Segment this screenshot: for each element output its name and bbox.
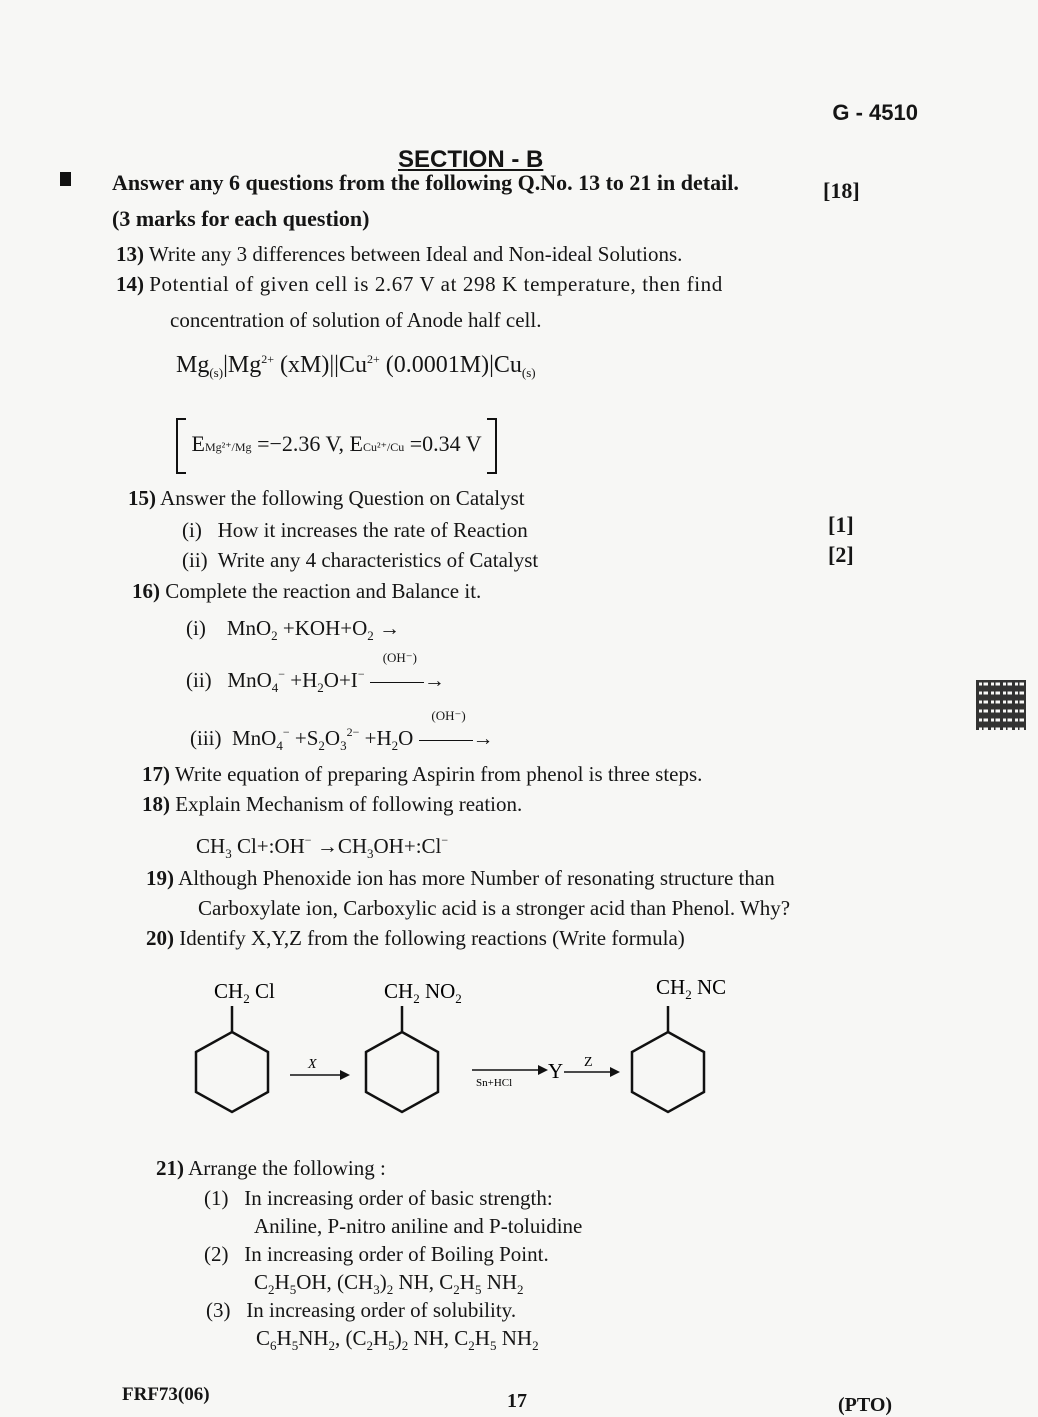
qr-code-icon: [976, 680, 1026, 730]
question-17: 17) Write equation of preparing Aspirin from phenol is three steps.: [142, 762, 703, 786]
reaction-iii: (iii) $MnO_4^- +S_2O_3^{2-} +H_2O$ (OH⁻) →: [190, 708, 494, 753]
q15-ii-marks: [2]: [828, 542, 854, 567]
question-21: 21) Arrange the following :: [156, 1156, 386, 1180]
question-20: 20) Identify X,Y,Z from the following reactions (Write formula): [146, 926, 685, 950]
question-19: 19) Although Phenoxide ion has more Number of resonating structure than: [146, 866, 775, 890]
section-marks: [18]: [823, 178, 860, 203]
question-21-part-1: (1) In increasing order of basic strength:: [204, 1186, 553, 1210]
question-21-part-3: (3) In increasing order of solubility.: [206, 1298, 517, 1322]
benzene-ring-2: [366, 1006, 438, 1112]
question-18: 18) Explain Mechanism of following reation.: [142, 792, 523, 816]
question-14: [116, 272, 723, 297]
substituent-ch2nc: $CH_2$ NC: [656, 975, 727, 1002]
reaction-arrow: (OH⁻) →: [419, 726, 479, 751]
reaction-i: (i) $MnO_2 +KOH+O_2$ →: [186, 616, 401, 643]
q15-i-marks: [1]: [828, 512, 854, 537]
question-19-text-2: Carboxylate ion, Carboxylic acid is a stronger acid than Phenol. Why?: [198, 896, 791, 920]
bullet-mark: [60, 172, 71, 186]
page-number: 17: [507, 1390, 527, 1412]
reagent-z: Z: [584, 1055, 593, 1070]
substituent-ch2no2: $CH_2$ $NO_2$: [384, 979, 462, 1006]
intermediate-y: Y: [548, 1059, 564, 1083]
reaction-ii: (ii) $MnO_4^- +H_2O+I^-$ (OH⁻) →: [186, 650, 445, 695]
question-21-part-3-items: $C_6H_5NH_2$, $(C_2H_5)_2$ NH, $C_2H_5$ $NH_2$: [256, 1326, 539, 1353]
question-number: 13): [116, 242, 144, 266]
reaction-sn2: $CH_3$ Cl+:OH− $\to CH_3OH+:Cl^-$: [196, 833, 449, 861]
question-15: 15) Answer the following Question on Catalyst: [128, 486, 525, 510]
left-bracket: [176, 418, 186, 474]
question-number: 14): [116, 272, 144, 296]
question-text: Write any 3 differences between Ideal and Non-ideal Solutions.: [148, 242, 683, 266]
reagent-x: X: [308, 1057, 317, 1072]
question-15-i: (i) How it increases the rate of Reaction: [182, 518, 528, 542]
substituent-ch2cl: $CH_2$ Cl: [214, 979, 275, 1006]
section-sub-instruction: (3 marks for each question): [112, 206, 370, 231]
reaction-scheme: [180, 970, 740, 1120]
footer-pto: (PTO): [838, 1394, 893, 1416]
reaction-arrow: (OH⁻) →: [370, 668, 430, 693]
question-13: [116, 242, 682, 267]
question-16: 16) Complete the reaction and Balance it.: [132, 579, 482, 603]
question-21-part-1-items: Aniline, P-nitro aniline and P-toluidine: [254, 1214, 583, 1238]
section-instruction: Answer any 6 questions from the following Q.No. 13 to 21 in detail.: [112, 170, 739, 195]
reagent-sn-hcl: Sn+HCl: [476, 1077, 513, 1089]
question-text: Potential of given cell is 2.67 V at 298 K temperature, then find: [149, 272, 723, 296]
question-15-ii: (ii) Write any 4 characteristics of Catalyst: [182, 548, 539, 572]
benzene-ring-1: [196, 1006, 268, 1112]
section-title: SECTION - B: [398, 146, 544, 173]
right-bracket: [487, 418, 497, 474]
benzene-ring-3: [632, 1006, 704, 1112]
question-14-text-2: concentration of solution of Anode half cell.: [170, 308, 542, 332]
cell-notation: $Mg_{(s)}|Mg^{2+}$ $(xM)||Cu^{2+}$ $(0.0001M)|Cu_{(s)}$: [176, 352, 536, 380]
electrode-potentials: EMg²⁺/Mg =−2.36 V, ECu²⁺/Cu =0.34 V: [176, 418, 497, 474]
question-21-part-2-items: $C_2H_5OH$, $(CH_3)_2$ NH, $C_2H_5$ $NH_2$: [254, 1270, 524, 1297]
footer-code: FRF73(06): [122, 1384, 210, 1405]
paper-code: G - 4510: [832, 100, 918, 125]
question-21-part-2: (2) In increasing order of Boiling Point.: [204, 1242, 549, 1266]
